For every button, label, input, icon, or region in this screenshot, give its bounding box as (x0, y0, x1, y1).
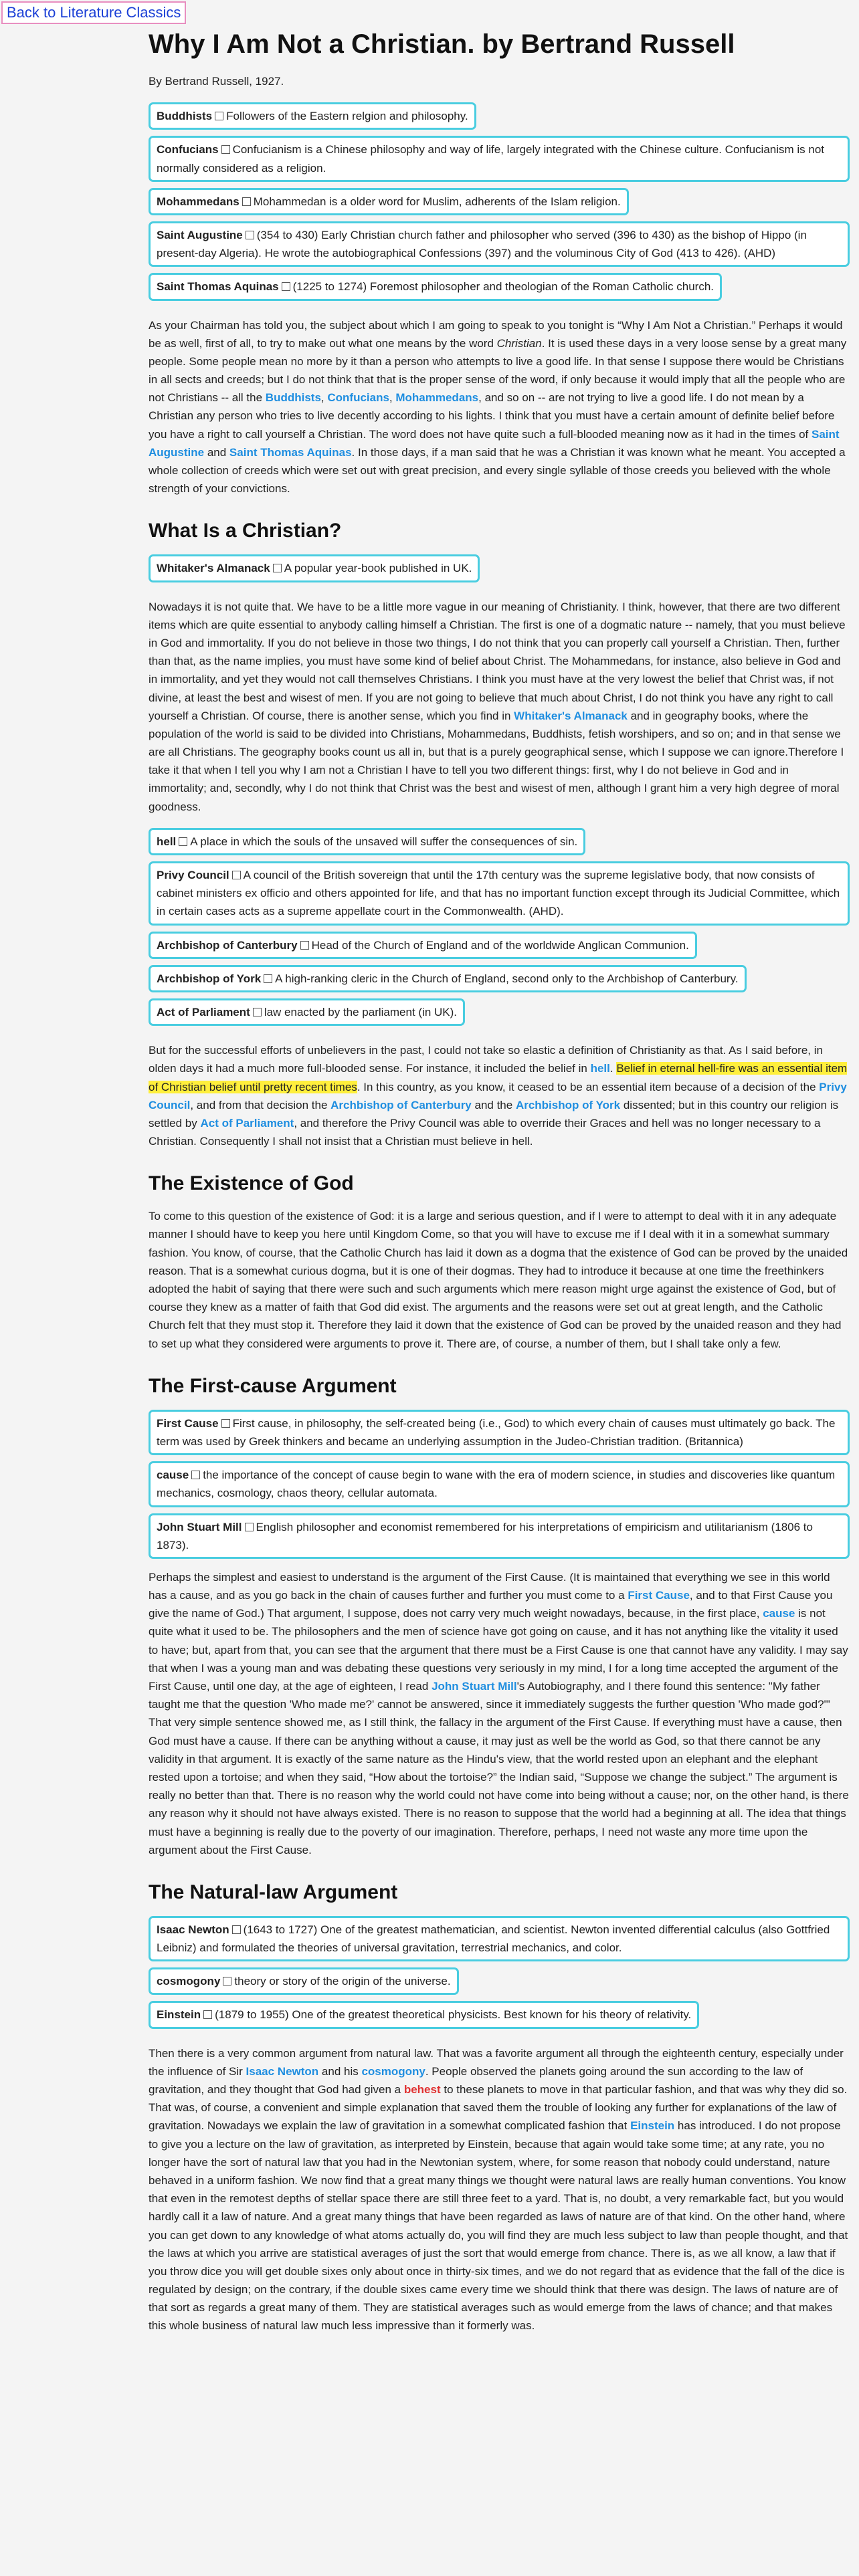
glossary-definition: A place in which the souls of the unsaved will suffer the consequences of sin. (190, 835, 578, 848)
paragraph-first-cause: Perhaps the simplest and easiest to understand is the argument of the First Cause. (It is maintained that everything we see in this world has a cause, and as you go back in the chain of causes further and further you must come to a First Cause, and to that First Cause you give the name of God.) That argument, I suppose, does not carry very much weight nowadays, because, in the first place, cause is not quite what it used to be. The philosophers and the men of science have got going on cause, and it has not anything like the vitality it used to have; but, apart from that, you can see that the argument that there must be a First Cause is one that cannot have any validity. I may say that when I was a young man and was debating these questions very seriously in my mind, I for a long time accepted the argument of the First Cause, until one day, at the age of eighteen, I read John Stuart Mill's Autobiography, and I there found this sentence: "My father taught me that the question 'Who made me?' cannot be answered, since it immediately suggests the further question 'Who made god?'" That very simple sentence showed me, as I still think, the fallacy in the argument of the First Cause. If everything must have a cause, then God must have a cause. If there can be anything without a cause, it may just as well be the world as God, so that there cannot be any validity in that argument. It is exactly of the same nature as the Hindu's view, that the world rested upon an elephant and the elephant rested upon a tortoise; and when they said, “How about the tortoise?” the Indian said, “Suppose we change the subject.” The argument is really no better than that. There is no reason why the world could not have come into being without a cause; nor, on the other hand, is there any reason why it should not have always existed. There is no reason to suppose that the world had a beginning at all. The idea that things must have a beginning is really due to the poverty of our imagination. Therefore, perhaps, I need not waste any more time upon the argument about the First Cause. (149, 1570, 849, 1856)
term-link-archbishop-of-york[interactable]: Archbishop of York (515, 1098, 621, 1111)
glossary-note (149, 965, 747, 992)
glossary-definition: Followers of the Eastern relgion and philosophy. (226, 110, 468, 123)
box-glyph-icon (253, 1008, 262, 1016)
paragraph-natural-law: Then there is a very common argument from natural law. That was a favorite argument all through the eighteenth century, especially under the influence of Sir Isaac Newton and his cosmogony. People observed the planets going around the sun according to the law of gravitation, and they thought that God had given a behest to these planets to move in that particular fashion, and that was why they did so. That was, of course, a convenient and simple explanation that saved them the trouble of looking any further for explanations of the law of gravitation. Nowadays we explain the law of gravitation in a somewhat complicated fashion that Einstein has introduced. I do not propose to give you a lecture on the law of gravitation, as interpreted by Einstein, because that again would take some time; at any rate, you no longer have the sort of natural law that you had in the Newtonian system, where, for some reason that nobody could understand, nature behaved in a uniform fashion. We now find that a great many things we thought were natural laws are really human conventions. You know that even in the remotest depths of stellar space there are still three feet to a yard. That is, no doubt, a very remarkable fact, but you would hardly call it a law of nature. And a great many things that have been regarded as laws of nature are of that kind. On the other hand, where you can get down to any knowledge of what atoms actually do, you will find they are much less subject to law than people thought, and that the laws at which you arrive are statistical averages of just the sort that would emerge from chance. There is, as we all know, a law that if you throw dice you will get double sixes only about once in thirty-six times, and we do not regard that as evidence that the fall of the dice is regulated by design; on the contrary, if the double sixes came every time we should think that there was design. The laws of nature are of that sort as regards a great many of them. They are statistical averages such as would emerge from the laws of chance; and that makes this whole business of natural law much less impressive than it formerly was. (149, 2046, 848, 2333)
paragraph-intro: As your Chairman has told you, the subject about which I am going to speak to you tonight is “Why I Am Not a Christian.” Perhaps it would be as well, first of all, to try to make out what one means by the word Christian. It is used these days in a very loose sense by a great many people. Some people mean no more by it than a person who attempts to live a good life. In that sense I suppose there would be Christians in all sects and creeds; but I do not think that that is the proper sense of the word, if only because it would imply that all the people who are not Christians -- all the Buddhists, Confucians, Mohammedans, and so on -- are not trying to live a good life. I do not mean by a Christian any person who tries to live decently according to his lights. I think that you must have a certain amount of definite belief before you have a right to call yourself a Christian. The word does not have quite such a full-blooded meaning now as it had in the times of Saint Augustine and Saint Thomas Aquinas. In those days, if a man said that he was a Christian it was known what he meant. You accepted a whole collection of creeds which were set out with great precision, and every single syllable of those creeds you believed with the whole strength of your convictions. (149, 318, 847, 496)
term-link-john-stuart-mill[interactable]: John Stuart Mill (432, 1680, 517, 1693)
term-link-saint-augustine[interactable]: Saint Augustine (149, 427, 840, 459)
glossary-note (149, 102, 476, 130)
glossary-term: Saint Augustine (157, 228, 243, 241)
glossary-term: hell (157, 835, 177, 848)
glossary-definition: A high-ranking cleric in the Church of England, second only to the Archbishop of Canterbury. (275, 972, 739, 985)
term-link-einstein[interactable]: Einstein (630, 2119, 675, 2133)
term-link-buddhists[interactable]: Buddhists (265, 391, 321, 405)
glossary-definition: A popular year-book published in UK. (284, 562, 472, 575)
glossary-definition: law enacted by the parliament (in UK). (264, 1005, 458, 1018)
glossary-definition: theory or story of the origin of the universe. (234, 1975, 451, 1988)
box-glyph-icon (221, 1419, 230, 1428)
glossary-term: First Cause (157, 1416, 219, 1430)
section-heading-existence-of-god: The Existence of God (149, 1172, 354, 1195)
glossary-note (149, 273, 722, 300)
glossary-group (149, 828, 850, 1032)
article (149, 27, 850, 2347)
glossary-definition: the importance of the concept of cause begin to wane with the era of modern science, in studies and discoveries like quantum mechanics, cosmology, chaos theory, cellular automata. (157, 1469, 836, 1500)
box-glyph-icon (273, 564, 282, 572)
page-title: Why I Am Not a Christian. by Bertrand Russell (149, 29, 735, 59)
glossary-term: Einstein (157, 2008, 201, 2022)
glossary-definition: (1643 to 1727) One of the greatest mathematician, and scientist. Newton invented differential calculus (also Gottfried Leibniz) and formulated the theories of universal gravitation, terrestrial mechanics, and color. (157, 1923, 830, 1955)
term-link-cause[interactable]: cause (763, 1607, 795, 1620)
glossary-term: Mohammedans (157, 195, 240, 208)
box-glyph-icon (246, 231, 254, 239)
glossary-term: Whitaker's Almanack (157, 562, 270, 575)
glossary-group (149, 1410, 850, 1559)
box-glyph-icon (215, 112, 223, 120)
glossary-note (149, 998, 465, 1026)
back-to-literature-classics-link[interactable]: Back to Literature Classics (1, 1, 186, 24)
term-link-act-of-parliament[interactable]: Act of Parliament (200, 1116, 294, 1130)
glossary-definition: (354 to 430) Early Christian church father and philosopher who served (396 to 430) as the bishop of Hippo (in present-day Algeria). He wrote the autobiographical Confessions (397) and the voluminous City of God (413 to 426). (AHD) (157, 228, 807, 260)
term-link-mohammedans[interactable]: Mohammedans (395, 391, 479, 405)
glossary-group (149, 1916, 850, 2035)
glossary-note (149, 1967, 459, 1995)
term-link-isaac-newton[interactable]: Isaac Newton (246, 2064, 319, 2078)
section-heading-first-cause: The First-cause Argument (149, 1374, 397, 1397)
glossary-group (149, 554, 850, 588)
glossary-term: Confucians (157, 143, 219, 156)
glossary-term: cosmogony (157, 1975, 221, 1988)
glossary-term: John Stuart Mill (157, 1520, 242, 1533)
highlighted-text: Belief in eternal hell-fire was an essential item of Christian belief until pretty recent times (149, 1062, 848, 1093)
glossary-term: cause (157, 1469, 189, 1482)
glossary-definition: Mohammedan is a older word for Muslim, adherents of the Islam religion. (253, 195, 621, 208)
glossary-term: Saint Thomas Aquinas (157, 280, 279, 294)
term-link-first-cause[interactable]: First Cause (628, 1589, 690, 1602)
paragraph-what-is-a-christian: Nowadays it is not quite that. We have to be a little more vague in our meaning of Christianity. I think, however, that there are two different items which are quite essential to anybody calling himself a Christian. The first is one of a dogmatic nature -- namely, that you must believe in God and immortality. If you do not believe in those two things, I do not think that you can properly call yourself a Christian. Then, further than that, as the name implies, you must have some kind of belief about Christ. The Mohammedans, for instance, also believe in God and in immortality, and yet they would not call themselves Christians. I think you must have at the very lowest the belief that Christ was, if not divine, at least the best and wisest of men. If you are not going to believe that much about Christ, I do not think you have any right to call yourself a Christian. Of course, there is another sense, which you find in Whitaker's Almanack and in geography books, where the population of the world is said to be divided into Christians, Mohammedans, Buddhists, fetish worshipers, and so on; and in that sense we are all Christians. The geography books count us all in, but that is a purely geographical sense, which I suppose we can ignore.Therefore I take it that when I tell you why I am not a Christian I have to tell you two different things: first, why I do not believe in God and in immortality; and, secondly, why I do not think that Christ was the best and wisest of men, although I grant him a very high degree of moral goodness. (149, 600, 846, 813)
glossary-term: Privy Council (157, 869, 229, 881)
glossary-note (149, 554, 480, 582)
paragraph-hell: But for the successful efforts of unbelievers in the past, I could not take so elastic a definition of Christianity as that. As I said before, in olden days it had a much more full-blooded sense. For instance, it included the belief in hell. Belief in eternal hell-fire was an essential item of Christian belief until pretty recent times. In this country, as you know, it ceased to be an essential item because of a decision of the Privy Council, and from that decision the Archbishop of Canterbury and the Archbishop of York dissented; but in this country our religion is settled by Act of Parliament, and therefore the Privy Council was able to override their Graces and hell was no longer necessary to a Christian. Consequently I shall not insist that a Christian must believe in hell. (149, 1044, 848, 1148)
section-heading-what-is-a-christian: What Is a Christian? (149, 520, 342, 542)
term-link-privy-council[interactable]: Privy Council (149, 1080, 847, 1111)
glossary-note (149, 1410, 850, 1455)
glossary-definition: English philosopher and economist remembered for his interpretations of empiricism and utilitarianism (1806 to 1873). (157, 1520, 813, 1551)
box-glyph-icon (179, 837, 187, 846)
glossary-note (149, 188, 629, 215)
glossary-note (149, 828, 585, 855)
glossary-term: Buddhists (157, 110, 213, 123)
box-glyph-icon (242, 197, 251, 206)
glossary-term: Archbishop of Canterbury (157, 938, 298, 952)
glossary-definition: A council of the British sovereign that until the 17th century was the supreme legislative body, that now consists of cabinet ministers ex officio and others appointed for life, and that has no important function except through its Judicial Committee, which in certain cases acts as a supreme appellate court in the Commonwealth. (AHD). (157, 869, 840, 918)
section-heading-natural-law: The Natural-law Argument (149, 1881, 398, 1903)
box-glyph-icon (203, 2010, 212, 2019)
glossary-term: Isaac Newton (157, 1923, 229, 1936)
glossary-note (149, 2001, 699, 2028)
glossary-note (149, 861, 850, 926)
box-glyph-icon (282, 282, 290, 291)
box-glyph-icon (264, 974, 272, 983)
term-link-hell[interactable]: hell (590, 1062, 610, 1075)
box-glyph-icon (223, 1977, 231, 1985)
box-glyph-icon (232, 871, 241, 879)
glossary-note (149, 1916, 850, 1961)
box-glyph-icon (191, 1471, 200, 1479)
glossary-definition: First cause, in philosophy, the self-created being (i.e., God) to which every chain of causes must ultimately go back. The term was used by Greek thinkers and became an underlying assumption in the Judeo-Christian tradition. (Britannica) (157, 1416, 836, 1448)
term-link-confucians[interactable]: Confucians (327, 391, 389, 405)
glossary-term: Act of Parliament (157, 1005, 250, 1018)
box-glyph-icon (221, 145, 230, 154)
glossary-term: Archbishop of York (157, 972, 262, 985)
emphasized-word: behest (403, 2083, 441, 2096)
glossary-note (149, 136, 850, 181)
box-glyph-icon (300, 941, 309, 950)
glossary-definition: (1225 to 1274) Foremost philosopher and theologian of the Roman Catholic church. (292, 280, 714, 294)
term-link-saint-thomas-aquinas[interactable]: Saint Thomas Aquinas (229, 445, 352, 459)
glossary-note (149, 932, 697, 959)
box-glyph-icon (245, 1523, 254, 1531)
byline: By Bertrand Russell, 1927. (149, 75, 284, 88)
glossary-definition: (1879 to 1955) One of the greatest theoretical physicists. Best known for his theory of relativity. (215, 2008, 692, 2022)
glossary-definition: Confucianism is a Chinese philosophy and way of life, largely integrated with the Chinese culture. Confucianism is not normally considered as a religion. (157, 143, 825, 175)
term-link-cosmogony[interactable]: cosmogony (361, 2064, 425, 2078)
glossary-note (149, 1461, 850, 1507)
glossary-definition: Head of the Church of England and of the worldwide Anglican Communion. (311, 938, 689, 952)
term-link-archbishop-of-canterbury[interactable]: Archbishop of Canterbury (330, 1098, 472, 1111)
glossary-note (149, 221, 850, 267)
box-glyph-icon (232, 1925, 241, 1934)
glossary-group (149, 102, 850, 306)
paragraph-existence-of-god: To come to this question of the existence of God: it is a large and serious question, and if I were to attempt to deal with it in any adequate manner I should have to keep you here until Kingdom Come, so that you will have to excuse me if I deal with it in a somewhat summary fashion. You know, of course, that the Catholic Church has laid it down as a dogma that the existence of God can be proved by the unaided reason. That is a somewhat curious dogma, but it is one of their dogmas. They had to introduce it because at one time the freethinkers adopted the habit of saying that there were such and such arguments which mere reason might urge against the existence of God, but of course they knew as a matter of faith that God did exist. The arguments and the reasons were set out at great length, and the Catholic Church felt that they must stop it. Therefore they laid it down that the existence of God can be proved by the unaided reason and they had to set up what they considered were arguments to prove it. There are, of course, a number of them, but I shall take only a few. (149, 1210, 848, 1350)
glossary-note (149, 1513, 850, 1559)
term-link-whitakers-almanack[interactable]: Whitaker's Almanack (514, 709, 628, 722)
